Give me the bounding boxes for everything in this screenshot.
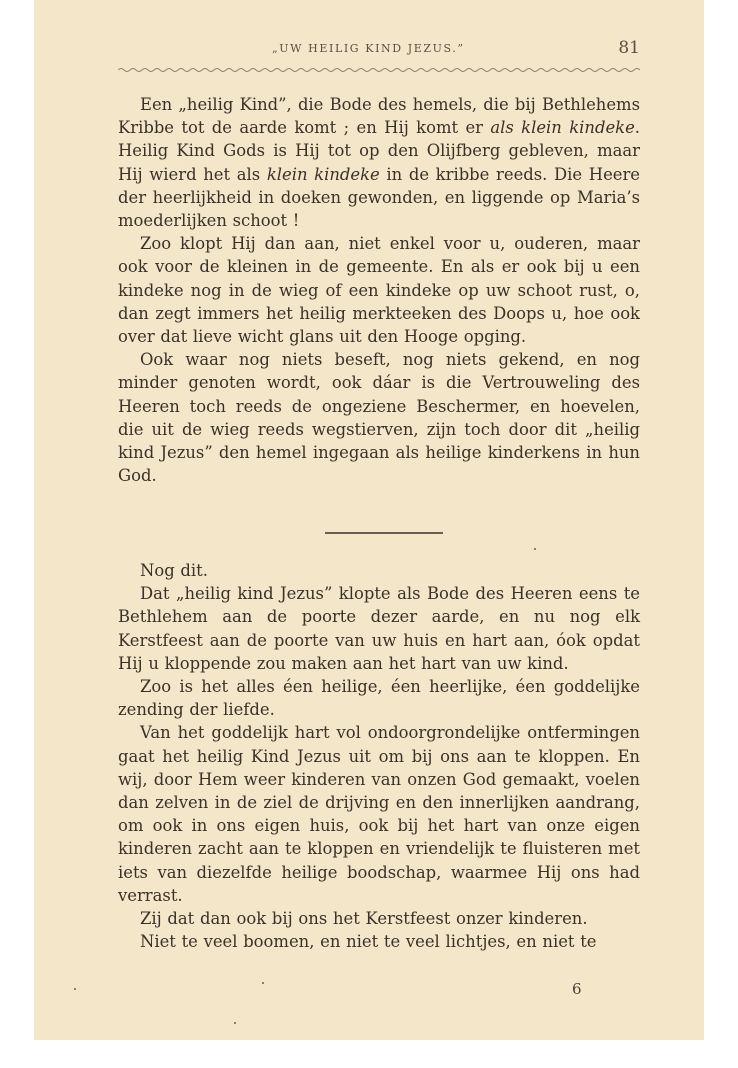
paper-speck <box>534 548 536 550</box>
paragraph <box>118 721 640 907</box>
text-run: Van het goddelijk hart vol ondoorgrondelijke ontfermingen gaat het heilig Kind Jezus uit om bij ons aan te kloppen. En wij, door Hem weer kinderen van onzen God gemaakt, voelen dan zelven in de ziel de drijving en den innerlijken aandrang, om ook in ons eigen huis, ook bij het hart van onze eigen kinderen zacht aan te kloppen en vriendelijk te fluisteren met iets van diezelfde heilige boodschap, waarmee Hij ons had verrast. <box>118 723 640 905</box>
header-wavy-rule <box>118 66 640 74</box>
paragraph <box>118 930 640 953</box>
text-run: Zoo is het alles éen heilige, éen heerlijke, éen goddelijke zending der liefde. <box>118 677 640 720</box>
section-1-text <box>118 93 640 487</box>
text-run: Zoo klopt Hij dan aan, niet enkel voor u, ouderen, maar ook voor de kleinen in de gemeente. En als er ook bij u een kindeke nog in de wieg of een kindeke op uw schoot rust, o, dan zegt immers het heilig merkteeken des Doops u, hoe ook over dat lieve wicht glans uit den Hooge opging. <box>118 234 640 347</box>
section-2-text <box>118 559 640 953</box>
paragraph <box>118 232 640 348</box>
book-page <box>34 0 704 1040</box>
text-run: Een „heilig Kind”, die Bode des hemels, die bij Bethlehems Kribbe tot de aarde komt ; en Hij komt er <box>118 95 640 138</box>
paragraph <box>118 907 640 930</box>
paragraph <box>118 348 640 487</box>
italic-run: als klein kindeke <box>490 118 635 138</box>
section-divider <box>325 532 443 534</box>
text-run: in de kribbe reeds. Die Heere der heerlijkheid in doeken gewonden, en liggende op Maria’s moederlijken schoot ! <box>118 164 641 231</box>
text-run: Nog dit. <box>140 561 208 580</box>
text-run: Niet te veel boomen, en niet te veel lichtjes, en niet te <box>140 932 597 952</box>
paper-speck <box>74 988 76 990</box>
text-run: . Heilig Kind Gods is Hij tot op den Olijfberg gebleven, maar Hij wierd het als <box>118 118 640 184</box>
page-number: 81 <box>618 38 640 58</box>
paragraph <box>118 675 640 721</box>
paper-speck <box>262 982 264 984</box>
page-header <box>34 38 704 62</box>
paragraph <box>118 93 640 232</box>
text-run: Zij dat dan ook bij ons het Kerstfeest onzer kinderen. <box>140 909 588 929</box>
paragraph <box>118 582 640 675</box>
text-run: Dat „heilig kind Jezus” klopte als Bode des Heeren eens te Bethlehem aan de poorte dezer aarde, en nu nog elk Kerstfeest aan de poorte van uw huis en hart aan, óok opdat Hij u kloppende zou maken aan het hart van uw kind. <box>118 584 640 673</box>
paper-speck <box>234 1022 236 1024</box>
text-run: Ook waar nog niets beseft, nog niets gekend, en nog minder genoten wordt, ook dáar is die Vertrouweling des Heeren toch reeds de ongeziene Beschermer, en hoevelen, die uit de wieg reeds wegstierven, zijn toch door dit „heilig kind Jezus” den hemel ingegaan als heilige kinderkens in hun God. <box>118 350 640 486</box>
signature-mark: 6 <box>572 980 582 998</box>
running-head: „UW HEILIG KIND JEZUS.” <box>272 42 465 55</box>
italic-run: klein kindeke <box>266 164 380 184</box>
paragraph <box>118 559 640 582</box>
